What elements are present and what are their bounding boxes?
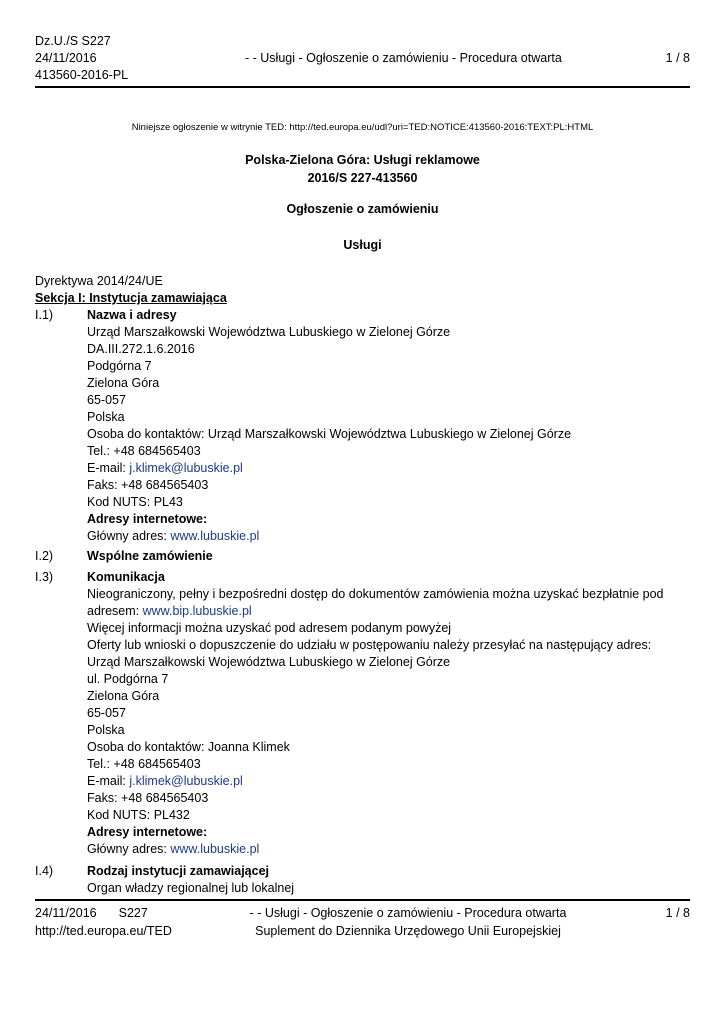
document-reference: 2016/S 227-413560: [307, 171, 418, 185]
internet-addresses-heading: Adresy internetowe:: [87, 825, 208, 839]
organisation-name: Urząd Marszałkowski Województwa Lubuskiego w Zielonej Górze: [87, 325, 451, 339]
footer-rule: [35, 899, 690, 901]
postcode: 65-057: [87, 393, 126, 407]
street-address: ul. Podgórna 7: [87, 672, 169, 686]
authority-type: Organ władzy regionalnej lub lokalnej: [87, 881, 295, 895]
email-row: E-mail: j.klimek@lubuskie.pl: [87, 461, 243, 475]
access-url-row: adresem: www.bip.lubuskie.pl: [87, 604, 252, 618]
header-notice-id: 413560-2016-PL: [35, 68, 129, 82]
item-body: [87, 569, 690, 858]
header-meta: [35, 33, 128, 84]
telephone: Tel.: +48 684565403: [87, 444, 201, 458]
footer-title: - - Usługi - Ogłoszenie o zamówieniu - Procedura otwarta: [249, 906, 567, 920]
notice-type-heading: Ogłoszenie o zamówieniu: [286, 202, 439, 216]
bip-link[interactable]: www.bip.lubuskie.pl: [142, 604, 252, 618]
main-address-row: Główny adres: www.lubuskie.pl: [87, 842, 260, 856]
footer-title-block: [243, 904, 573, 940]
document-title: Polska-Zielona Góra: Usługi reklamowe: [245, 153, 480, 167]
ted-notice-link[interactable]: Niniejsze ogłoszenie w witrynie TED: http://ted.europa.eu/udl?uri=TED:NOTICE:413560-2016:TEXT:PL:HTML: [131, 122, 594, 133]
item-heading: Rodzaj instytucji zamawiającej: [87, 864, 270, 878]
item-heading: Wspólne zamówienie: [87, 549, 213, 563]
header-page-number: 1 / 8: [665, 51, 690, 65]
section-title: Sekcja I: Instytucja zamawiająca: [35, 291, 227, 305]
item-body: [87, 548, 690, 565]
directive: Dyrektywa 2014/24/UE: [35, 274, 163, 288]
footer-meta: [35, 904, 172, 940]
main-address-link[interactable]: www.lubuskie.pl: [170, 529, 260, 543]
contact-person: Osoba do kontaktów: Joanna Klimek: [87, 740, 290, 754]
city: Zielona Góra: [87, 689, 160, 703]
item-number: I.3): [35, 570, 54, 584]
item-number: I.2): [35, 549, 54, 563]
more-info-text: Więcej informacji można uzyskać pod adresem podanym powyżej: [87, 621, 452, 635]
submission-text: Oferty lub wnioski o dopuszczenie do udziału w postępowaniu należy przesyłać na następujący adres:: [87, 638, 652, 652]
country: Polska: [87, 723, 125, 737]
email-link[interactable]: j.klimek@lubuskie.pl: [129, 461, 243, 475]
footer-page-number: 1 / 8: [665, 906, 690, 920]
city: Zielona Góra: [87, 376, 160, 390]
item-number: I.1): [35, 308, 54, 322]
main-address-row: Główny adres: www.lubuskie.pl: [87, 529, 260, 543]
header-date: 24/11/2016: [35, 51, 97, 65]
item-heading: Nazwa i adresy: [87, 308, 177, 322]
item-number: I.4): [35, 864, 54, 878]
street-address: Podgórna 7: [87, 359, 152, 373]
country: Polska: [87, 410, 125, 424]
footer-url[interactable]: http://ted.europa.eu/TED: [35, 924, 172, 938]
contract-type-heading: Usługi: [343, 238, 382, 252]
contact-person: Osoba do kontaktów: Urząd Marszałkowski Województwa Lubuskiego w Zielonej Górze: [87, 427, 572, 441]
telephone: Tel.: +48 684565403: [87, 757, 201, 771]
fax: Faks: +48 684565403: [87, 478, 209, 492]
national-id: DA.III.272.1.6.2016: [87, 342, 195, 356]
item-heading: Komunikacja: [87, 570, 165, 584]
access-text: Nieograniczony, pełny i bezpośredni dostęp do dokumentów zamówienia można uzyskać bezpłatnie pod: [87, 587, 664, 601]
nuts-code: Kod NUTS: PL43: [87, 495, 183, 509]
header-rule: [35, 86, 690, 88]
footer-date: 24/11/2016: [35, 906, 97, 920]
internet-addresses-heading: Adresy internetowe:: [87, 512, 208, 526]
fax: Faks: +48 684565403: [87, 791, 209, 805]
item-body: [87, 863, 690, 897]
organisation-name: Urząd Marszałkowski Województwa Lubuskiego w Zielonej Górze: [87, 655, 451, 669]
footer-issue: S227: [118, 906, 148, 920]
postcode: 65-057: [87, 706, 126, 720]
item-body: [87, 307, 690, 545]
header-title: - - Usługi - Ogłoszenie o zamówieniu - Procedura otwarta: [245, 51, 562, 65]
footer-supplement: Suplement do Dziennika Urzędowego Unii Europejskiej: [255, 924, 561, 938]
main-address-link[interactable]: www.lubuskie.pl: [170, 842, 260, 856]
email-row: E-mail: j.klimek@lubuskie.pl: [87, 774, 243, 788]
email-link[interactable]: j.klimek@lubuskie.pl: [129, 774, 243, 788]
header-journal-ref: Dz.U./S S227: [35, 34, 111, 48]
nuts-code: Kod NUTS: PL432: [87, 808, 190, 822]
